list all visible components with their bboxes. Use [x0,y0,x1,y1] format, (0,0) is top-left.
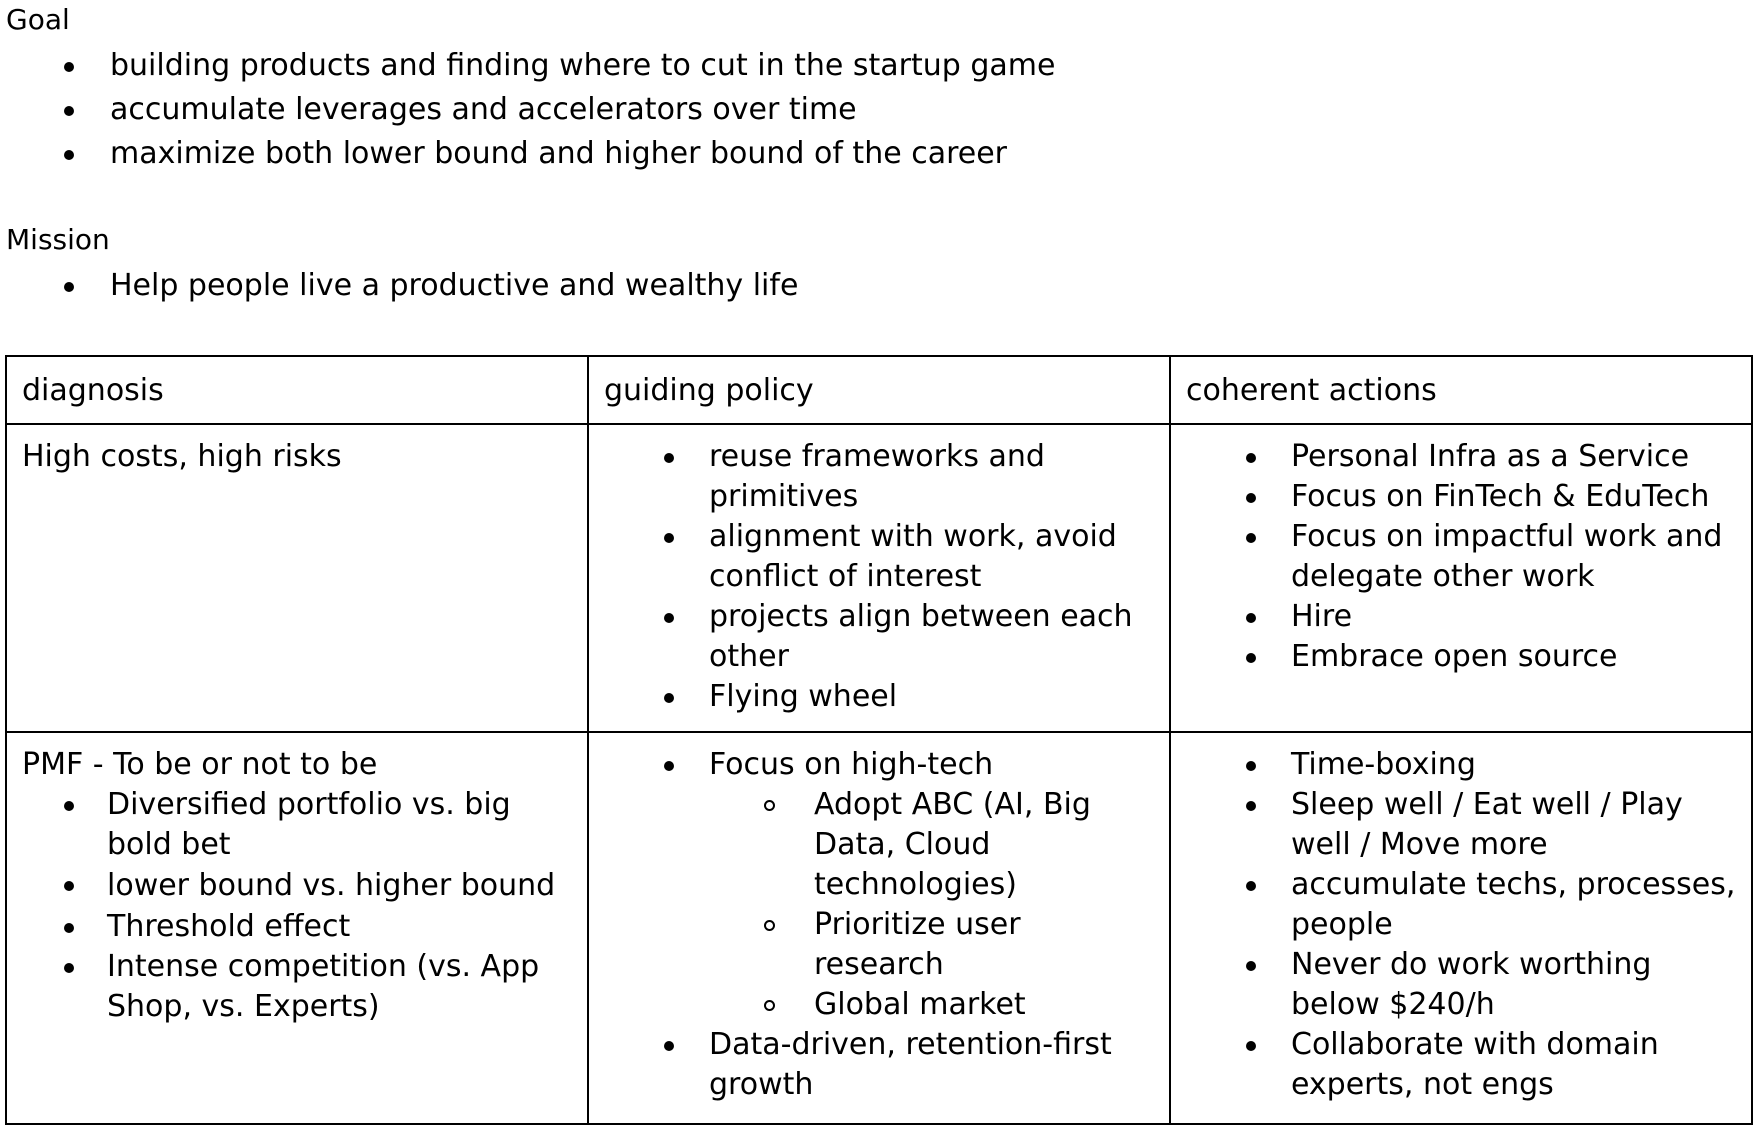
goal-list [0,44,1055,176]
policy-item [604,745,1155,1025]
action-item: Focus on FinTech & EduTech [1186,477,1737,517]
policy-item: reuse frameworks and primitives [604,437,1155,517]
table-header-row [6,356,1752,424]
action-item: Time-boxing [1186,745,1737,785]
policy-sub-item: Global market [709,985,1155,1025]
diagnosis-item: Intense competition (vs. App Shop, vs. Experts) [7,947,573,1027]
mission-heading: Mission [6,223,110,256]
table-row [6,732,1752,1124]
cell-coherent-actions [1170,732,1752,1124]
cell-coherent-actions [1170,424,1752,732]
policy-sub-item: Adopt ABC (AI, Big Data, Cloud technologies) [709,785,1155,905]
action-item: Embrace open source [1186,637,1737,677]
policy-item: Data-driven, retention-first growth [604,1025,1155,1105]
actions-list [1186,745,1737,1105]
diagnosis-list [7,785,573,1027]
action-item: accumulate techs, processes, people [1186,865,1737,945]
cell-guiding-policy [588,732,1170,1124]
policy-item-text: Focus on high-tech [709,747,994,782]
cell-guiding-policy [588,424,1170,732]
policy-list [604,745,1155,1105]
mission-item: Help people live a productive and wealthy life [0,264,798,308]
action-item: Sleep well / Eat well / Play well / Move more [1186,785,1737,865]
policy-list [604,437,1155,717]
cell-diagnosis [6,424,588,732]
header-coherent-actions: coherent actions [1170,356,1752,424]
goal-item: maximize both lower bound and higher bound of the career [0,132,1055,176]
action-item: Collaborate with domain experts, not engs [1186,1025,1737,1105]
strategy-table [5,355,1753,1125]
diagnosis-text: High costs, high risks [22,439,342,474]
cell-diagnosis [6,732,588,1124]
header-guiding-policy: guiding policy [588,356,1170,424]
table-row [6,424,1752,732]
diagnosis-item: Threshold effect [7,907,573,947]
diagnosis-item: Diversified portfolio vs. big bold bet [7,785,573,865]
mission-list [0,264,798,308]
policy-item: alignment with work, avoid conflict of interest [604,517,1155,597]
goal-item: accumulate leverages and accelerators over time [0,88,1055,132]
policy-item: projects align between each other [604,597,1155,677]
goal-item: building products and finding where to cut in the startup game [0,44,1055,88]
action-item: Focus on impactful work and delegate other work [1186,517,1737,597]
policy-item: Flying wheel [604,677,1155,717]
diagnosis-text: PMF - To be or not to be [22,747,378,782]
actions-list [1186,437,1737,677]
goal-heading: Goal [6,3,70,36]
policy-sub-item: Prioritize user research [709,905,1155,985]
header-diagnosis: diagnosis [6,356,588,424]
policy-sub-list [709,785,1155,1025]
action-item: Hire [1186,597,1737,637]
action-item: Personal Infra as a Service [1186,437,1737,477]
diagnosis-item: lower bound vs. higher bound [7,865,573,907]
action-item: Never do work worthing below $240/h [1186,945,1737,1025]
